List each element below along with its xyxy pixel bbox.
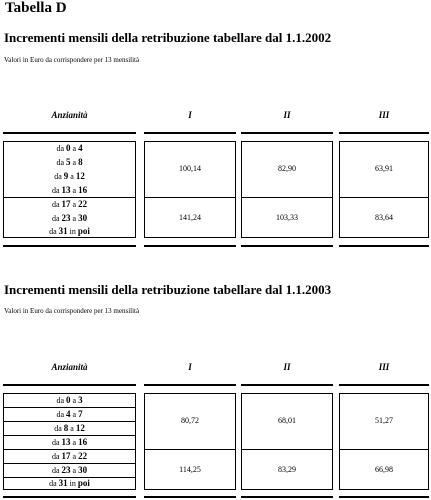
seniority-range: da 9 a 12 — [54, 171, 85, 181]
row-divider — [145, 449, 235, 450]
header-level-iii: III — [378, 362, 390, 372]
header-level-ii: II — [283, 110, 291, 120]
row-divider — [340, 197, 428, 198]
row-divider — [4, 449, 135, 450]
row-divider — [4, 407, 135, 408]
seniority-range: da 23 a 30 — [51, 465, 88, 475]
row-divider — [242, 449, 332, 450]
section-title: Incrementi mensili della retribuzione tabellare dal 1.1.2003 — [4, 282, 332, 297]
value-cell: 66,98 — [375, 465, 393, 474]
header-level-i: I — [188, 110, 192, 120]
value-cell: 51,27 — [375, 416, 393, 425]
seniority-range: da 17 a 22 — [51, 451, 88, 461]
header-rule — [339, 384, 429, 386]
seniority-range: da 0 a 4 — [56, 143, 83, 153]
seniority-range: da 31 in poi — [49, 478, 90, 488]
seniority-range: da 5 a 8 — [56, 157, 83, 167]
value-cell: 141,24 — [179, 213, 201, 222]
row-divider — [145, 197, 235, 198]
header-rule — [3, 384, 136, 386]
header-rule — [241, 384, 333, 386]
value-cell: 80,72 — [181, 416, 199, 425]
seniority-range: da 13 a 16 — [51, 437, 88, 447]
level-i-column — [144, 141, 236, 238]
footer-rule — [144, 496, 236, 498]
level-iii-column — [339, 393, 429, 490]
value-cell: 103,33 — [276, 213, 298, 222]
value-cell: 68,01 — [278, 416, 296, 425]
header-level-i: I — [188, 362, 192, 372]
value-cell: 83,64 — [375, 213, 393, 222]
header-rule — [144, 132, 236, 134]
header-rule — [339, 132, 429, 134]
value-cell: 82,90 — [278, 164, 296, 173]
footer-rule — [3, 245, 136, 247]
seniority-range: da 31 in poi — [49, 226, 90, 236]
level-iii-column — [339, 141, 429, 238]
seniority-range: da 0 a 3 — [56, 395, 83, 405]
value-cell: 63,91 — [375, 164, 393, 173]
seniority-column — [3, 141, 136, 238]
section-note: Valori in Euro da corrispondere per 13 mensilità — [4, 307, 140, 315]
header-rule — [3, 132, 136, 134]
seniority-range: da 23 a 30 — [51, 213, 88, 223]
row-divider — [340, 449, 428, 450]
value-cell: 100,14 — [179, 164, 201, 173]
level-ii-column — [241, 141, 333, 238]
footer-rule — [339, 496, 429, 498]
seniority-range: da 17 a 22 — [51, 199, 88, 209]
header-rule — [241, 132, 333, 134]
header-anzianita: Anzianità — [51, 110, 88, 120]
row-divider — [242, 197, 332, 198]
seniority-range: da 13 a 16 — [51, 185, 88, 195]
footer-rule — [241, 245, 333, 247]
header-level-ii: II — [283, 362, 291, 372]
row-divider — [4, 197, 135, 198]
row-divider — [4, 463, 135, 464]
value-cell: 114,25 — [179, 465, 201, 474]
row-divider — [4, 435, 135, 436]
seniority-column — [3, 393, 136, 490]
footer-rule — [339, 245, 429, 247]
footer-rule — [144, 245, 236, 247]
page-title: Tabella D — [5, 0, 67, 16]
header-anzianita: Anzianità — [51, 362, 88, 372]
level-i-column — [144, 393, 236, 490]
seniority-range: da 8 a 12 — [54, 423, 85, 433]
header-rule — [144, 384, 236, 386]
row-divider — [4, 421, 135, 422]
section-note: Valori in Euro da corrispondere per 13 mensilità — [4, 56, 140, 64]
section-title: Incrementi mensili della retribuzione tabellare dal 1.1.2002 — [4, 30, 332, 45]
header-level-iii: III — [378, 110, 390, 120]
level-ii-column — [241, 393, 333, 490]
value-cell: 83,29 — [278, 465, 296, 474]
footer-rule — [241, 496, 333, 498]
seniority-range: da 4 a 7 — [56, 409, 83, 419]
footer-rule — [3, 496, 136, 498]
